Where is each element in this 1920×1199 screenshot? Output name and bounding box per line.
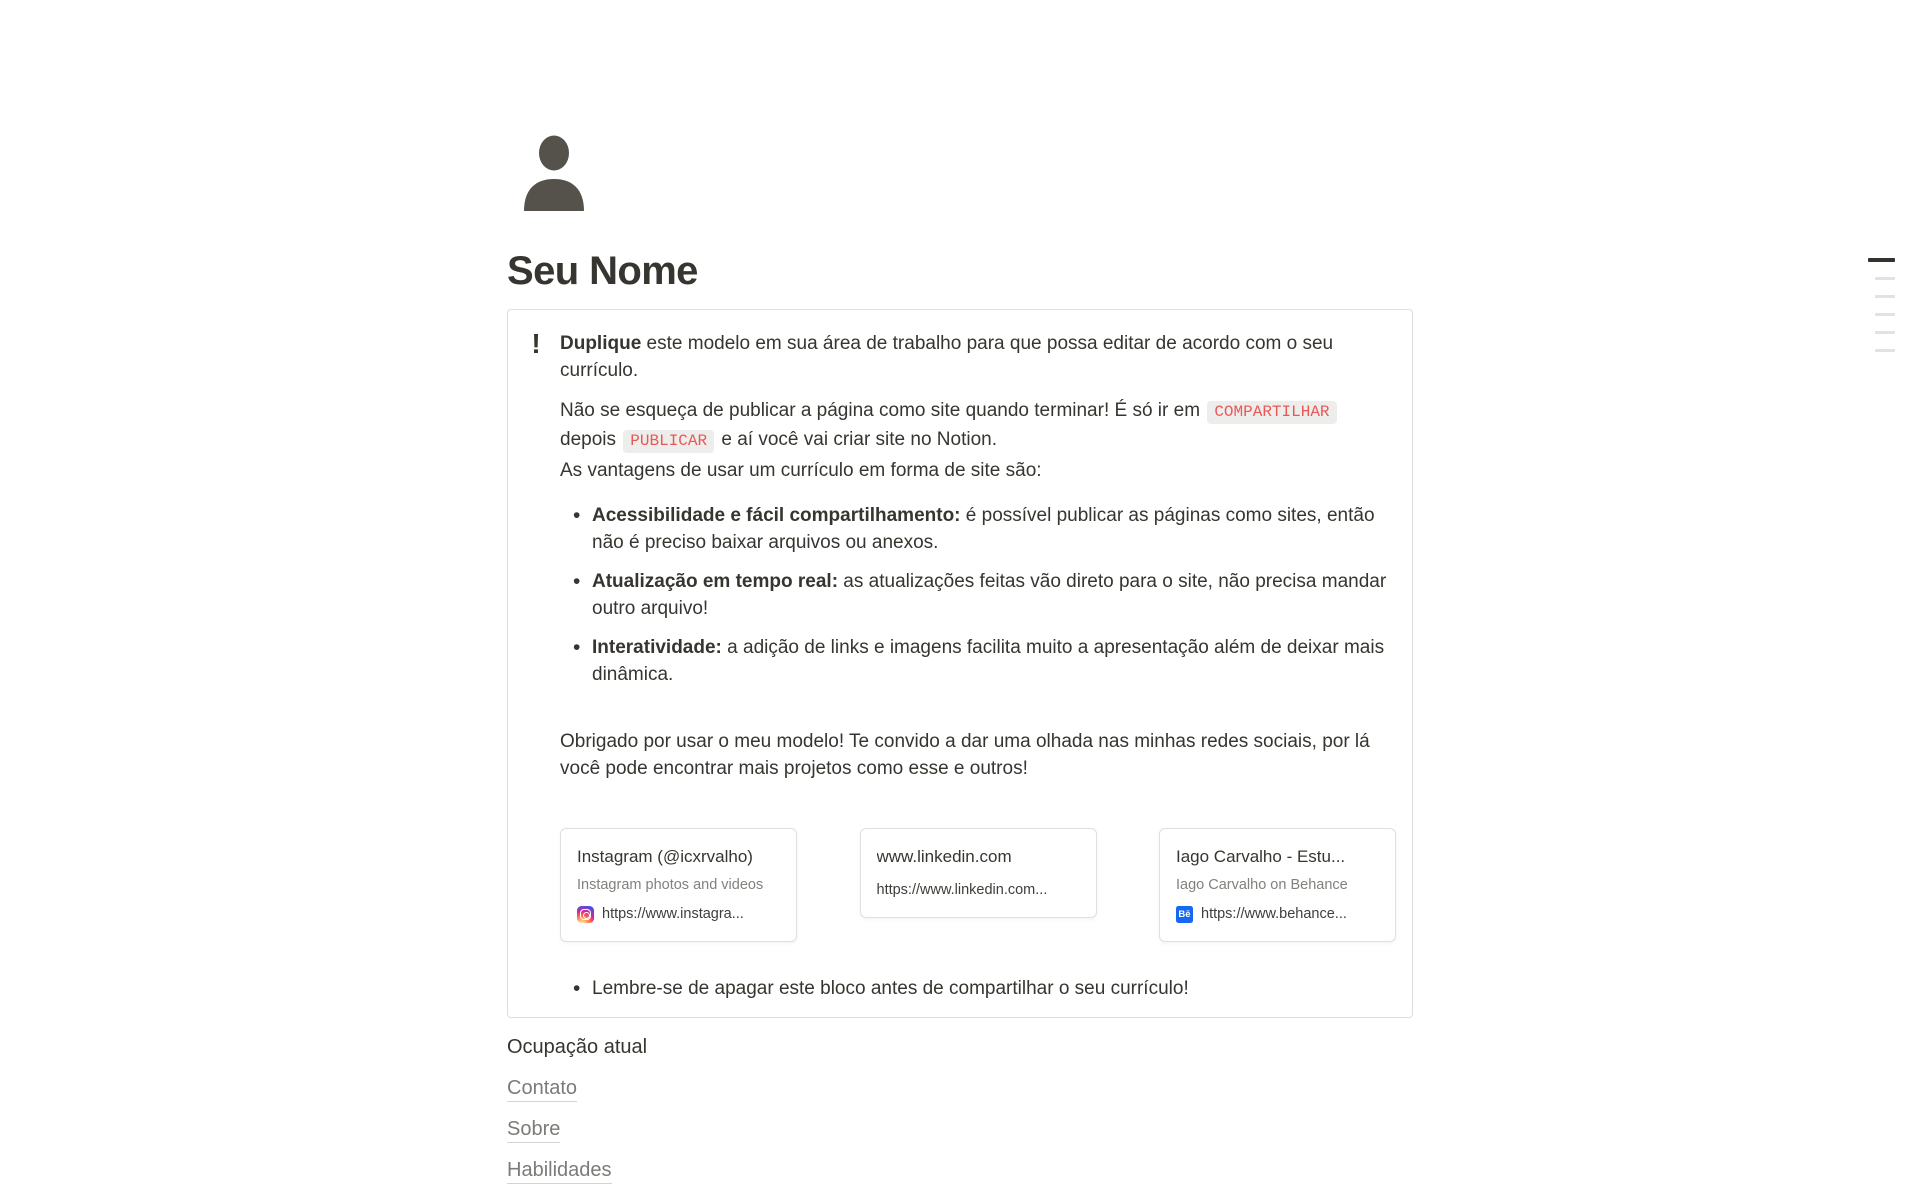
bold-text: Interatividade:	[592, 637, 722, 658]
bullet-marker	[573, 502, 592, 556]
list-item-text: é possível publicar as páginas como sites, então não é preciso baixar arquivos ou anexos.	[592, 505, 1375, 553]
callout-block	[507, 309, 1413, 1018]
list-item-text: Lembre-se de apagar este bloco antes de compartilhar o seu currículo!	[592, 978, 1189, 999]
list-item[interactable]	[573, 634, 1396, 688]
page-links	[507, 1076, 1413, 1182]
instagram-icon	[577, 906, 594, 923]
page-content	[507, 0, 1413, 1182]
list-item[interactable]	[573, 975, 1396, 1003]
toc-bar[interactable]	[1875, 331, 1895, 334]
page-icon-avatar[interactable]	[521, 135, 587, 211]
page-title[interactable]: Seu Nome	[507, 249, 698, 293]
bookmark-card-instagram[interactable]	[560, 828, 797, 942]
paragraph-text: depois	[560, 429, 622, 450]
callout-paragraph-duplicate[interactable]	[560, 330, 1396, 384]
bookmark-url: https://www.instagra...	[602, 906, 744, 922]
paragraph-text: este modelo em sua área de trabalho para que possa editar de acordo com o seu currículo.	[560, 333, 1334, 381]
bold-text: Atualização em tempo real:	[592, 571, 839, 592]
bookmark-title: Iago Carvalho - Estu...	[1176, 847, 1346, 866]
page-link-label[interactable]: Sobre	[507, 1118, 560, 1143]
toc-bar-active[interactable]	[1868, 258, 1895, 262]
behance-icon: Bē	[1176, 906, 1193, 923]
page-link-contato[interactable]	[507, 1076, 1413, 1100]
page-link-label[interactable]: Habilidades	[507, 1159, 612, 1184]
bookmark-cards-row	[560, 828, 1396, 942]
inline-code-publicar: PUBLICAR	[623, 430, 714, 453]
inline-code-compartilhar: COMPARTILHAR	[1207, 401, 1336, 424]
callout-paragraph-advantages[interactable]: As vantagens de usar um currículo em forma de site são:	[560, 460, 1042, 481]
page-link-habilidades[interactable]	[507, 1158, 1413, 1182]
toc-bar[interactable]	[1875, 349, 1895, 352]
paragraph-text: Não se esqueça de publicar a página como site quando terminar! É só ir em	[560, 400, 1206, 421]
bookmark-url-row	[577, 905, 780, 924]
exclamation-icon[interactable]: !	[531, 328, 541, 359]
callout-paragraph-publish[interactable]	[560, 397, 1396, 455]
bookmark-description: Instagram photos and videos	[577, 877, 764, 893]
bold-text: Acessibilidade e fácil compartilhamento:	[592, 505, 961, 526]
bookmark-url-row	[1176, 905, 1379, 924]
page-link-sobre[interactable]	[507, 1117, 1413, 1141]
bullet-marker	[573, 975, 592, 1003]
bookmark-url-row	[877, 881, 1080, 900]
bookmark-description: Iago Carvalho on Behance	[1176, 877, 1348, 893]
bookmark-url: https://www.linkedin.com...	[876, 882, 1048, 898]
list-item[interactable]	[573, 502, 1396, 556]
bullet-marker	[573, 568, 592, 622]
toc-bar[interactable]	[1875, 313, 1895, 316]
bookmark-title: Instagram (@icxrvalho)	[577, 847, 753, 866]
advantages-list	[560, 502, 1396, 688]
list-item-text: a adição de links e imagens facilita muito a apresentação além de deixar mais dinâmica.	[592, 637, 1385, 685]
callout-body	[560, 330, 1396, 1003]
list-item[interactable]	[573, 568, 1396, 622]
toc-bar[interactable]	[1875, 295, 1895, 298]
toc-indicator[interactable]	[1868, 258, 1895, 352]
occupation-text[interactable]: Ocupação atual	[507, 1036, 648, 1058]
reminder-list	[560, 975, 1396, 1003]
toc-bar[interactable]	[1875, 277, 1895, 280]
list-item-text: as atualizações feitas vão direto para o site, não precisa mandar outro arquivo!	[592, 571, 1387, 619]
bookmark-url: https://www.behance...	[1201, 906, 1347, 922]
paragraph-text: e aí você vai criar site no Notion.	[716, 429, 998, 450]
bookmark-card-behance[interactable]	[1159, 828, 1396, 942]
callout-paragraph-thanks[interactable]: Obrigado por usar o meu modelo! Te convido a dar uma olhada nas minhas redes sociais, por lá você pode encontrar mais projetos como esse e outros!	[560, 731, 1370, 779]
bold-text: Duplique	[560, 333, 642, 354]
person-icon	[521, 135, 587, 211]
bookmark-title: www.linkedin.com	[876, 847, 1012, 866]
bookmark-card-linkedin[interactable]	[860, 828, 1097, 918]
page-link-label[interactable]: Contato	[507, 1077, 577, 1102]
bullet-marker	[573, 634, 592, 688]
